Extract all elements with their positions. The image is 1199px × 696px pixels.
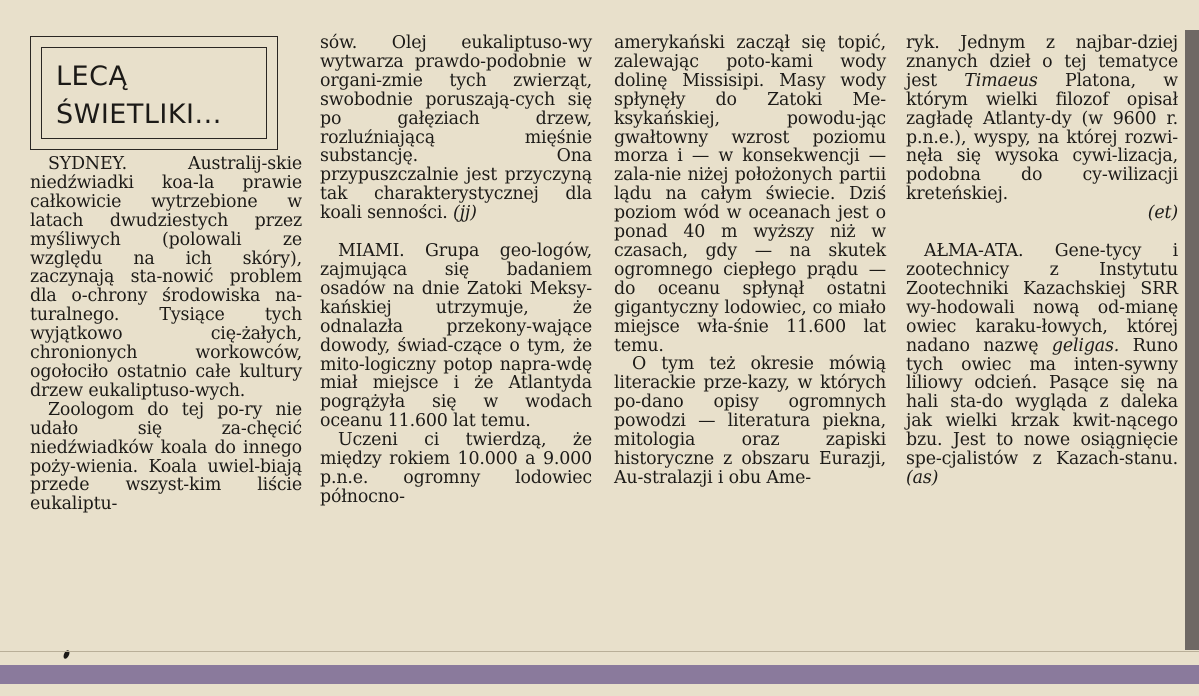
article-miami-paragraph-2: Uczeni ci twierdzą, że między rokiem 10.000 a 9.000 p.n.e. ogromny lodowiec północno- [320, 430, 592, 507]
byline-as: (as) [906, 467, 939, 488]
article-miami-paragraph-5-text-b: Platona, w którym wielki filozof opisał zagładę Atlanty-dy (w 9600 r. p.n.e.), wyspy, na której rozwi-nęła się wysoka cywi-lizacja, podobna do cy-wilizacji kreteńskiej. [906, 70, 1178, 205]
book-title-timaeus: Timaeus [964, 70, 1038, 91]
headline-box [30, 36, 278, 150]
article-almaata-paragraph [906, 242, 1178, 488]
article-miami-paragraph-4: O tym też okresie mówią literackie prze-kazy, w których po-dano opisy ogromnych powodzi — literatura piekna, mitologia oraz zapiski historyczne z obszaru Eurazji, Au-stralazji i obu Ame- [614, 354, 886, 488]
breed-name-geligas: geligas. [1051, 335, 1120, 356]
purple-divider-band [0, 665, 1199, 684]
article-almaata-text-a: AŁMA-ATA. Gene-tycy i zootechnicy z Instytutu Zootechniki Kazachskiej SRR wy-hodowali nową od-mianę owiec karaku-łowych, której nadano nazwę [906, 241, 1178, 356]
column-2 [320, 34, 592, 507]
article-miami-paragraph-5-text-a: ryk. Jednym z najbar-dziej znanych dzieł o tej tematyce jest [906, 33, 1178, 91]
column-4 [906, 34, 1178, 488]
article-sydney-paragraph-1: SYDNEY. Australij-skie niedźwiadki koa-la prawie całkowicie wytrzebione w latach dwudziestych przez myśliwych (polowali ze względu na ich skóry), zaczynają sta-nowić problem dla o-chrony środowiska na-turalnego. Tysiące tych wyjątkowo cię-żałych, chronionych workowców, ogołociło ostatnio całe kultury drzew eukaliptuso-wych. [30, 154, 302, 401]
headline-inner-frame [41, 47, 267, 139]
article-sydney-paragraph-2: Zoologom do tej po-ry nie udało się za-chęcić niedźwiadków koala do innego poży-wienia. Koala uwiel-biają przede wszyst-kim liście eukaliptu- [30, 399, 302, 515]
article-sydney-continuation-text: sów. Olej eukaliptuso-wy wytwarza prawdo-podobnie w organi-zmie tych zwierząt, swobodnie poruszają-cych się po gałęziach drzew, rozluźniającą mięśnie substancję. Ona przypuszczalnie jest przyczyną tak charakterystycznej dla koali senności. [320, 33, 592, 224]
headline-line-2: ŚWIETLIKI... [56, 99, 222, 130]
column-1 [30, 150, 302, 514]
column-3 [614, 34, 886, 488]
page-rule [0, 651, 1199, 652]
article-miami-paragraph-5 [906, 34, 1178, 204]
article-almaata-text-b: Runo tych owiec ma inten-sywny liliowy odcień. Pasące się na hali sta-do wygląda z daleka jak wielki krzak kwit-nącego bzu. Jest to nowe osiągnięcie spe-cjalistów z Kazach-stanu. [906, 335, 1178, 470]
byline-et: (et) [1147, 203, 1178, 224]
headline-line-1: LECĄ [56, 61, 128, 92]
article-miami-paragraph-1: MIAMI. Grupa geo-logów, zajmująca się badaniem osadów na dnie Zatoki Meksy-kańskiej utrzymuje, że odnalazła przekony-wające dowody, świad-czące o tym, że mito-logiczny potop napra-wdę miał miejsce i że Atlantyda pogrążyła się w wodach oceanu 11.600 lat temu. [320, 241, 592, 432]
article-sydney-continuation [320, 34, 592, 223]
byline-jj: (jj) [453, 203, 477, 224]
page-edge-shadow [1185, 30, 1199, 650]
article-miami-paragraph-3: amerykański zaczął się topić, zalewając poto-kami wody dolinę Missisipi. Masy wody spłynęły do Zatoki Me-ksykańskiej, powodu-jąc gwałtowny wzrost poziomu morza i — w konsekwencji — zala-nie niżej położonych partii lądu na całym świecie. Dziś poziom wód w oceanach jest o ponad 40 m wyższy niż w czasach, gdy — na skutek ogromnego ciepłego prądu — do oceanu spłynął ostatni gigantyczny lodowiec, co miało miejsce wła-śnie 11.600 lat temu. [614, 33, 886, 356]
